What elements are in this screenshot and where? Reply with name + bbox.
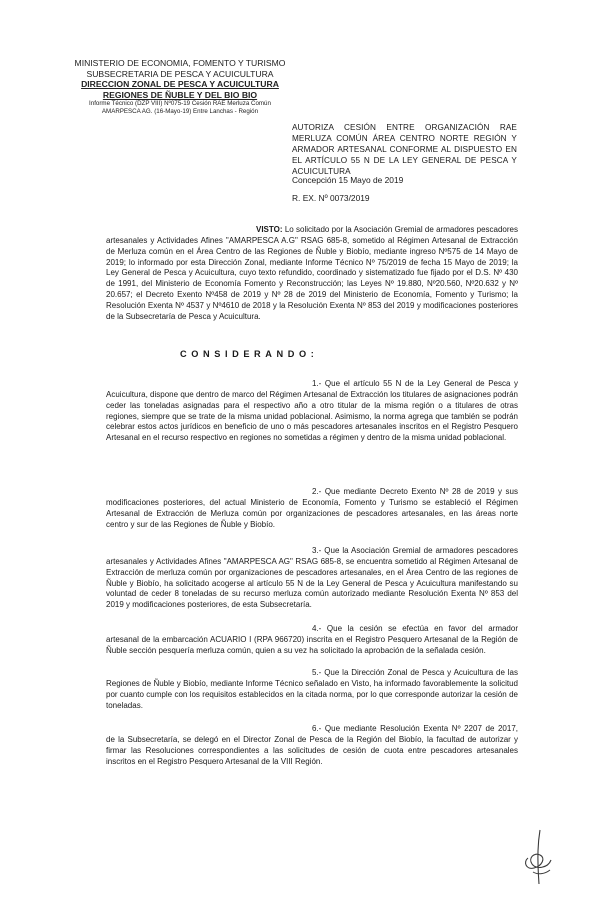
reference-line-2: AMARPESCA AG. (16-Mayo-19) Entre Lanchas - Región [101, 107, 259, 115]
resolution-date: Concepción 15 Mayo de 2019 [292, 175, 404, 185]
subsecretaria-name: SUBSECRETARIA DE PESCA Y ACUICULTURA [86, 68, 274, 79]
resolution-subject: AUTORIZA CESIÓN ENTRE ORGANIZACIÓN RAE MERLUZA COMÚN ÁREA CENTRO NORTE REGIÓN Y ARMADOR ARTESANAL CONFORME AL DISPUESTO EN EL ARTÍCULO 55 N DE LA LEY GENERAL DE PESCA Y ACUICULTURA [292, 123, 517, 176]
reference-line-1: Informe Técnico (DZP VIII) Nº075-19 Cesión RAE Merluza Común [89, 100, 271, 107]
considerando-paragraph: 2.- Que mediante Decreto Exento Nº 28 de 2019 y sus modificaciones posteriores, del actual Ministerio de Economía, Fomento y Turismo se estableció el Régimen Artesanal de Extracción de Merluza común por organizaciones de pescadores artesanales, en las áreas norte centro y sur de las Regiones de Ñuble y Biobío. [106, 487, 518, 529]
ministry-name: MINISTERIO DE ECONOMIA, FOMENTO Y TURISMO [74, 58, 286, 68]
considerando-heading: CONSIDERANDO: [180, 349, 319, 359]
direccion-zonal-name: DIRECCION ZONAL DE PESCA Y ACUICULTURA [81, 79, 279, 89]
visto-text: Lo solicitado por la Asociación Gremial de armadores pescadores artesanales y Actividades Afines "AMARPESCA A.G" RSAG 685-8, sometido al Régimen Artesanal de Extracción de Merluza común en el Área Centro de las Regiones de Ñuble y Biobío, mediante ingreso Nº575 de 14 Mayo de 2019; lo informado por esta Dirección Zonal, mediante Informe Técnico Nº 75/2019 de fecha 15 Mayo de 2019; la Ley General de Pesca y Acuicultura, cuyo texto refundido, coordinado y sistematizado fue fijado por el D.S. Nº 430 de 1991, del Ministerio de Economía Fomento y Reconstrucción; las Leyes Nº 19.880, Nº20.560, Nº20.632 y Nº 20.657; el Decreto Exento Nº458 de 2019 y Nº 28 de 2019 del Ministerio de Economía, Fomento y Turismo; la Resolución Exenta Nº 4537 y Nº4610 de 2018 y la Resolución Exenta Nº 853 del 2019 y modificaciones posteriores de la Subsecretaría de Pesca y Acuicultura. [106, 225, 518, 321]
considerando-paragraph: 1.- Que el artículo 55 N de la Ley General de Pesca y Acuicultura, dispone que dentro de marco del Régimen Artesanal de Extracción los titulares de asignaciones podrán ceder las toneladas asignadas para el respectivo año a otro titular de la misma región o a titulares de otras regiones, siempre que se trate de la misma unidad poblacional. Asimismo, la norma agrega que también se podrán celebrar estos actos jurídicos en beneficio de uno o más pescadores artesanales inscritos en el Registro Pesquero Artesanal en el recurso respectivo en regiones no sometidas a régimen y dentro de la misma unidad poblacional. [106, 379, 518, 443]
visto-paragraph [106, 225, 518, 323]
visto-label: VISTO: [256, 225, 283, 234]
resolution-number: R. EX. Nº 0073/2019 [292, 193, 370, 203]
considerando-paragraph: 3.- Que la Asociación Gremial de armadores pescadores artesanales y Actividades Afines "AMARPESCA AG" RSAG 685-8, se encuentra sometido al Régimen Artesanal de Extracción de merluza común por organizaciones de pescadores artesanales, en el Área Centro de las regiones de Ñuble y Biobío, ha solicitado acogerse al artículo 55 N de la Ley General de Pesca y Acuicultura manifestando su voluntad de ceder 8 toneladas de su recurso merluza común autorizado mediante Resolución Exenta Nº 853 del 2019 y modificaciones posteriores, de esta Subsecretaría. [106, 546, 518, 610]
considerando-paragraph: 5.- Que la Dirección Zonal de Pesca y Acuicultura de las Regiones de Ñuble y Biobío, mediante Informe Técnico señalado en Visto, ha informado favorablemente la solicitud por cuanto cumple con los requisitos establecidos en la citada norma, por lo que corresponde autorizar la cesión de toneladas. [106, 668, 518, 710]
considerando-paragraph: 4.- Que la cesión se efectúa en favor del armador artesanal de la embarcación ACUARIO I (RPA 966720) inscrita en el Registro Pesquero Artesanal de la Región de Ñuble sección pesquería merluza común, quien a su vez ha solicitado la aprobación de la señalada cesión. [106, 624, 518, 655]
letterhead [60, 58, 300, 115]
regions-name: REGIONES DE ÑUBLE Y DEL BIO BIO [102, 89, 258, 100]
considerando-paragraph: 6.- Que mediante Resolución Exenta Nº 2207 de 2017, de la Subsecretaría, se delegó en el Director Zonal de Pesca de la Región del Biobío, la facultad de autorizar y firmar las Resoluciones correspondientes a las solicitudes de cesión de cuota entre pescadores artesanales inscritos en el Registro Pesquero Artesanal de la VIII Región. [106, 724, 518, 766]
handwritten-signature [520, 828, 556, 886]
